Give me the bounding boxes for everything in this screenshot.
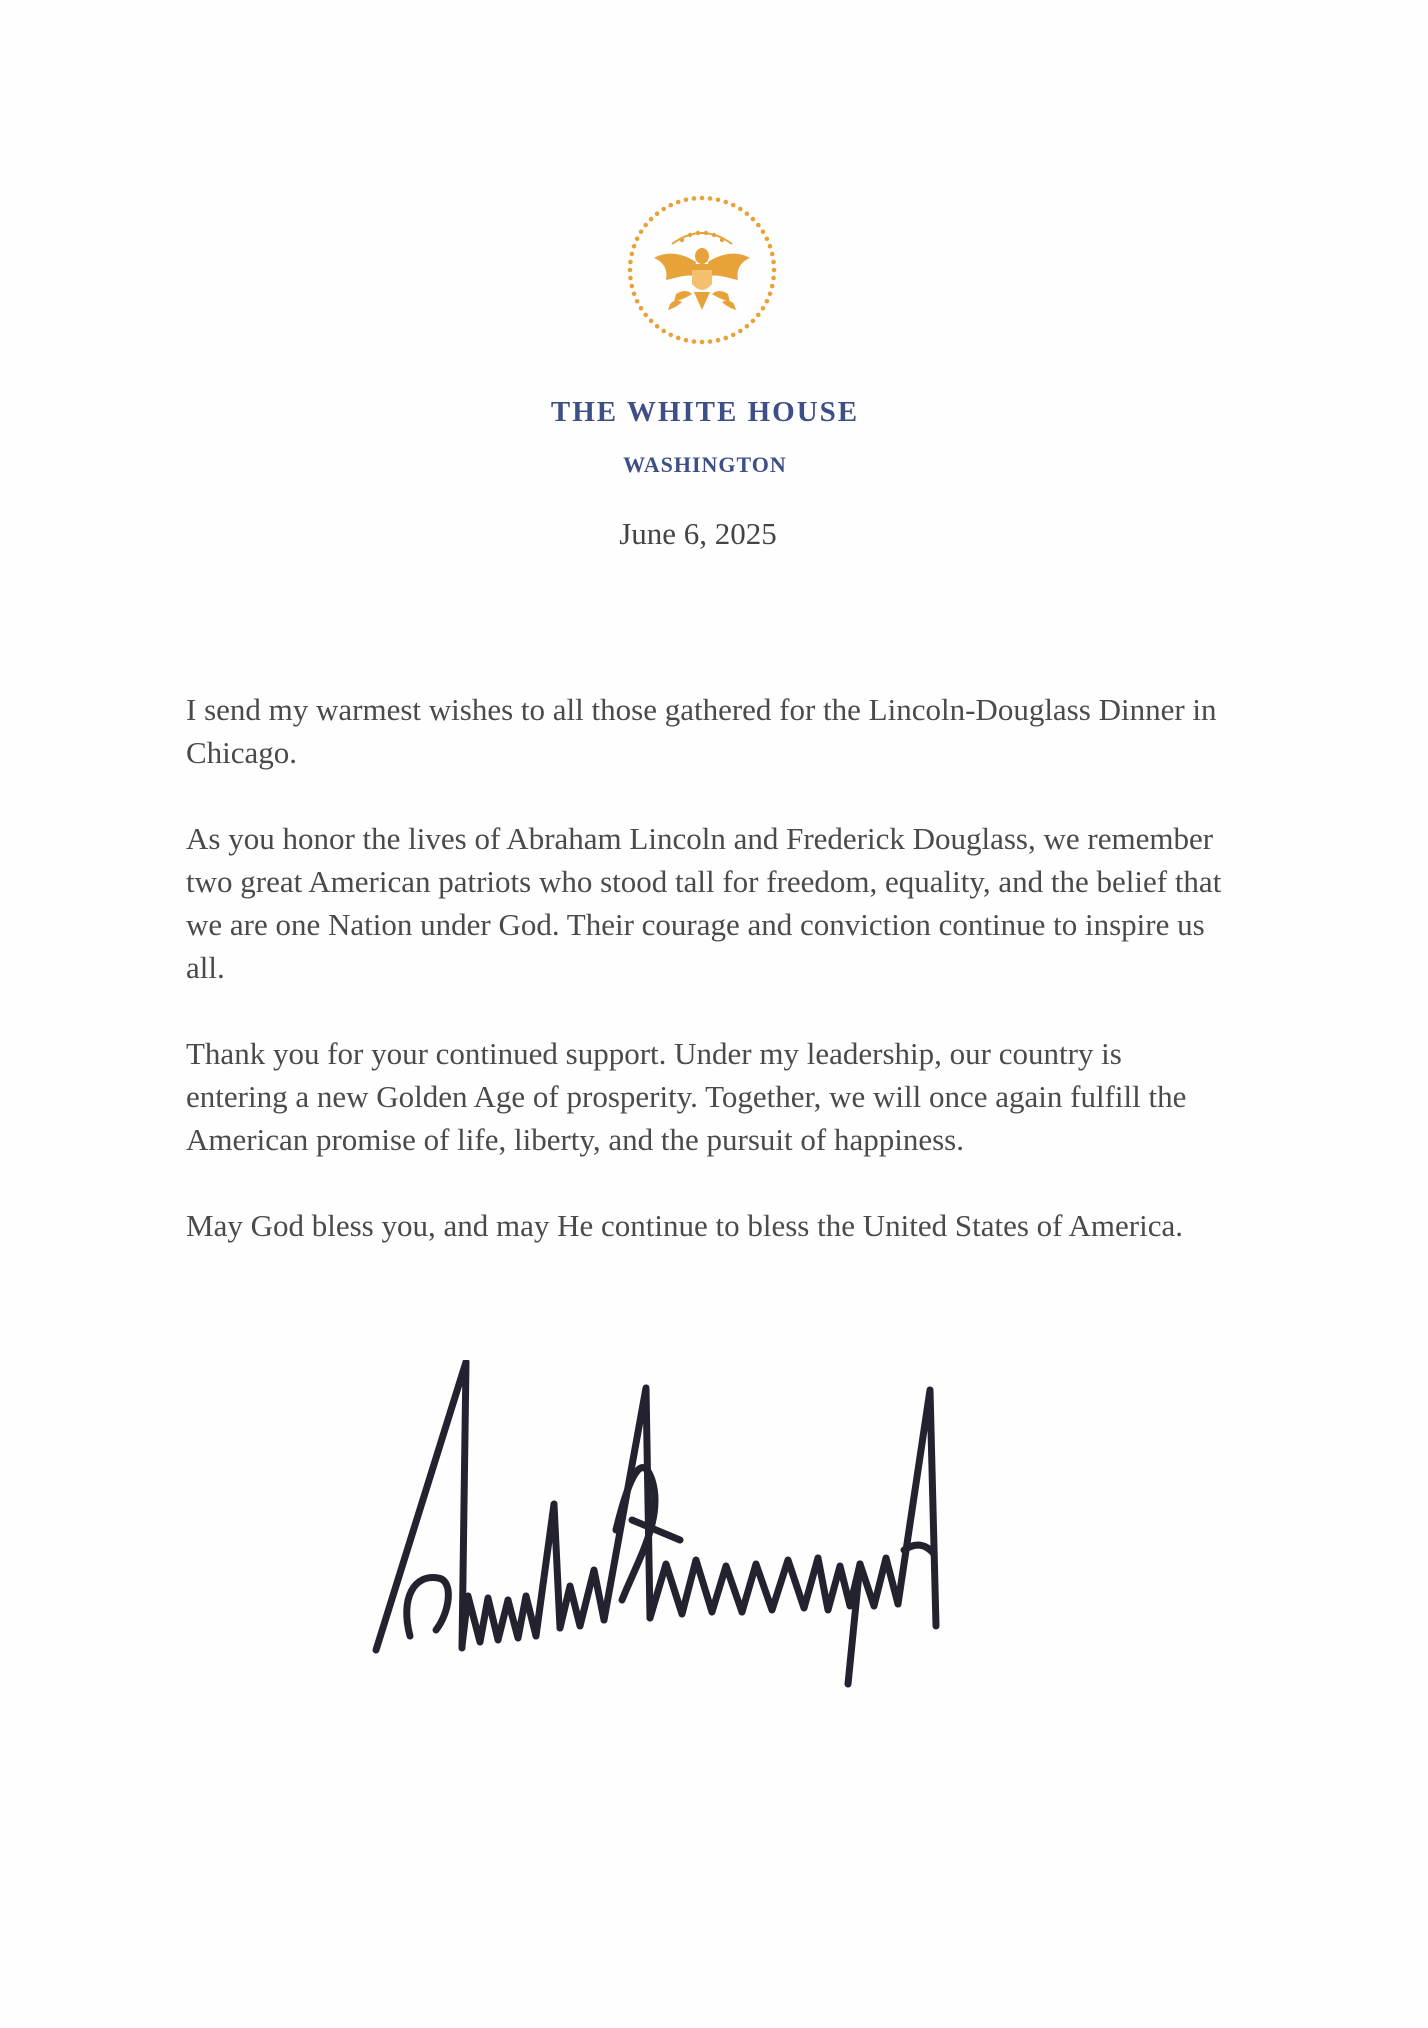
seal-bead [768, 244, 773, 249]
seal-bead [676, 200, 681, 205]
letterhead-city: WASHINGTON [623, 452, 787, 477]
seal-bead [765, 299, 770, 304]
seal-bead [770, 252, 775, 257]
seal-bead [716, 338, 721, 343]
paragraph: May God bless you, and may He continue to bless the United States of America. [186, 1208, 1183, 1243]
seal-bead [668, 333, 673, 338]
seal-bead [723, 336, 728, 341]
seal-bead [768, 291, 773, 296]
seal-bead [771, 260, 776, 265]
seal-bead [684, 338, 689, 343]
seal-bead [655, 211, 660, 216]
seal-bead [756, 223, 761, 228]
seal-bead [661, 329, 666, 334]
seal-bead [716, 198, 721, 203]
seal-bead [745, 211, 750, 216]
seal-bead [684, 198, 689, 203]
seal-bead [692, 196, 697, 201]
seal-bead [772, 268, 777, 273]
presidential-seal-icon [624, 192, 780, 348]
paragraph: As you honor the lives of Abraham Lincoln and Frederick Douglass, we remember two great American patriots who stood tall for freedom, equality, and the belief that we are one Nation under God. Their courage and conviction continue to inspire us all. [186, 821, 1222, 985]
seal-bead [692, 339, 697, 344]
letterhead-title: THE WHITE HOUSE [550, 396, 860, 428]
seal-bead [761, 306, 766, 311]
seal-bead [676, 336, 681, 341]
paragraph: I send my warmest wishes to all those gathered for the Lincoln-Douglass Dinner in Chicago. [186, 692, 1217, 770]
seal-bead [700, 340, 705, 345]
seal-bead [632, 291, 637, 296]
paragraph: Thank you for your continued support. Under my leadership, our country is entering a new Golden Age of prosperity. Together, we will once again fulfill the American promise of life, liberty, and the pursuit of happiness. [186, 1036, 1187, 1157]
seal-bead [630, 284, 635, 289]
seal-bead [643, 313, 648, 318]
seal-bead [649, 217, 654, 222]
seal-bead [639, 306, 644, 311]
seal-bead [751, 217, 756, 222]
seal-bead [738, 207, 743, 212]
seal-bead [668, 203, 673, 208]
seal-bead [635, 236, 640, 241]
seal-bead [700, 196, 705, 201]
seal-bead [632, 244, 637, 249]
seal-bead [756, 313, 761, 318]
seal-bead [649, 319, 654, 324]
seal-bead [630, 252, 635, 257]
seal-bead [765, 236, 770, 241]
letter-body [186, 688, 1226, 1290]
seal-bead [661, 207, 666, 212]
seal-bead [628, 260, 633, 265]
seal-bead [731, 203, 736, 208]
seal-bead [761, 229, 766, 234]
handwritten-signature-icon [370, 1360, 980, 1690]
letter-date: June 6, 2025 [619, 516, 777, 551]
seal-bead [635, 299, 640, 304]
seal-bead [770, 284, 775, 289]
seal-bead [708, 339, 713, 344]
seal-bead [628, 276, 633, 281]
seal-bead [708, 196, 713, 201]
seal-bead [628, 268, 633, 273]
seal-bead [639, 229, 644, 234]
seal-bead [745, 324, 750, 329]
seal-bead [723, 200, 728, 205]
seal-bead [655, 324, 660, 329]
seal-bead [771, 276, 776, 281]
seal-bead [751, 319, 756, 324]
seal-bead [643, 223, 648, 228]
seal-bead [738, 329, 743, 334]
seal-bead [731, 333, 736, 338]
